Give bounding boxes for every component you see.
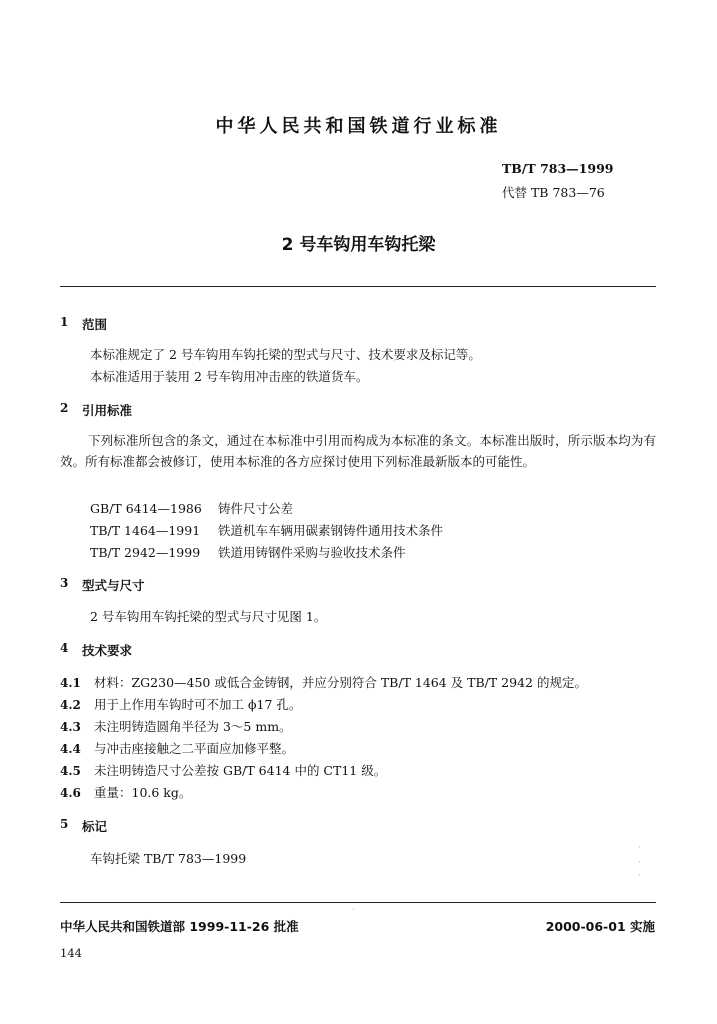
requirement-item	[60, 761, 386, 781]
section-2-paragraph: 下列标准所包含的条文，通过在本标准中引用而构成为本标准的条文。本标准出版时，所示版本均为有效。所有标准都会被修订，使用本标准的各方应探讨使用下列标准最新版本的可能性。	[60, 433, 656, 469]
requirement-number: 4.6	[60, 786, 81, 800]
requirement-number: 4.4	[60, 742, 81, 756]
requirement-text: 重量：10.6 kg。	[94, 785, 192, 800]
scan-speck: ·	[352, 905, 355, 914]
section-1-line-2: 本标准适用于装用 2 号车钩用冲击座的铁道货车。	[90, 369, 369, 384]
requirement-number: 4.1	[60, 676, 81, 690]
reference-title: 铁道用铸钢件采购与验收技术条件	[218, 545, 406, 560]
section-4-number: 4	[60, 641, 69, 655]
requirement-item	[60, 783, 191, 803]
scan-speck: ·	[638, 871, 641, 880]
reference-row	[90, 543, 406, 562]
page-number: 144	[60, 946, 82, 960]
reference-code: TB/T 2942—1999	[90, 545, 201, 560]
reference-code: GB/T 6414—1986	[90, 501, 202, 516]
std-code: TB/T 783—1999	[502, 161, 614, 176]
section-3-number: 3	[60, 576, 69, 590]
section-1-number: 1	[60, 315, 69, 329]
requirement-item	[60, 695, 301, 715]
requirement-item	[60, 673, 587, 693]
replaces-code: 代替 TB 783—76	[502, 185, 605, 200]
section-5-line-1: 车钩托梁 TB/T 783—1999	[90, 851, 247, 866]
requirement-number: 4.5	[60, 764, 81, 778]
section-1-title: 范围	[82, 317, 108, 332]
reference-row	[90, 499, 293, 518]
section-1-line-1: 本标准规定了 2 号车钩用车钩托梁的型式与尺寸、技术要求及标记等。	[90, 347, 481, 362]
section-3-title: 型式与尺寸	[82, 578, 145, 593]
requirement-number: 4.2	[60, 698, 81, 712]
requirement-text: 与冲击座接触之二平面应加修平整。	[94, 741, 295, 756]
scan-speck: ·	[638, 843, 641, 852]
section-3-line-1: 2 号车钩用车钩托梁的型式与尺寸见图 1。	[90, 609, 327, 624]
section-5-number: 5	[60, 817, 69, 831]
header-rule	[60, 286, 656, 287]
org-title: 中华人民共和国铁道行业标准	[215, 116, 502, 137]
reference-row	[90, 521, 443, 540]
scan-speck: ·	[638, 858, 641, 867]
implementation-line: 2000-06-01 实施	[545, 919, 655, 934]
requirement-text: 用于上作用车钩时可不加工 ϕ17 孔。	[94, 697, 302, 712]
section-5-title: 标记	[82, 819, 108, 834]
footer-rule	[60, 902, 656, 903]
requirement-text: 材料：ZG230—450 或低合金铸钢，并应分别符合 TB/T 1464 及 TB/T 2942 的规定。	[94, 675, 587, 690]
requirement-text: 未注明铸造尺寸公差按 GB/T 6414 中的 CT11 级。	[94, 763, 387, 778]
reference-title: 铁道机车车辆用碳素钢铸件通用技术条件	[218, 523, 444, 538]
requirement-item	[60, 717, 292, 737]
requirement-text: 未注明铸造圆角半径为 3～5 mm。	[94, 719, 292, 734]
requirement-number: 4.3	[60, 720, 81, 734]
section-2-title: 引用标准	[82, 403, 133, 418]
reference-code: TB/T 1464—1991	[90, 523, 201, 538]
section-2-number: 2	[60, 401, 69, 415]
reference-title: 铸件尺寸公差	[218, 501, 294, 516]
section-4-title: 技术要求	[82, 643, 133, 658]
requirement-item	[60, 739, 294, 759]
doc-title: 2 号车钩用车钩托梁	[281, 235, 436, 255]
approval-line: 中华人民共和国铁道部 1999-11-26 批准	[60, 919, 299, 934]
